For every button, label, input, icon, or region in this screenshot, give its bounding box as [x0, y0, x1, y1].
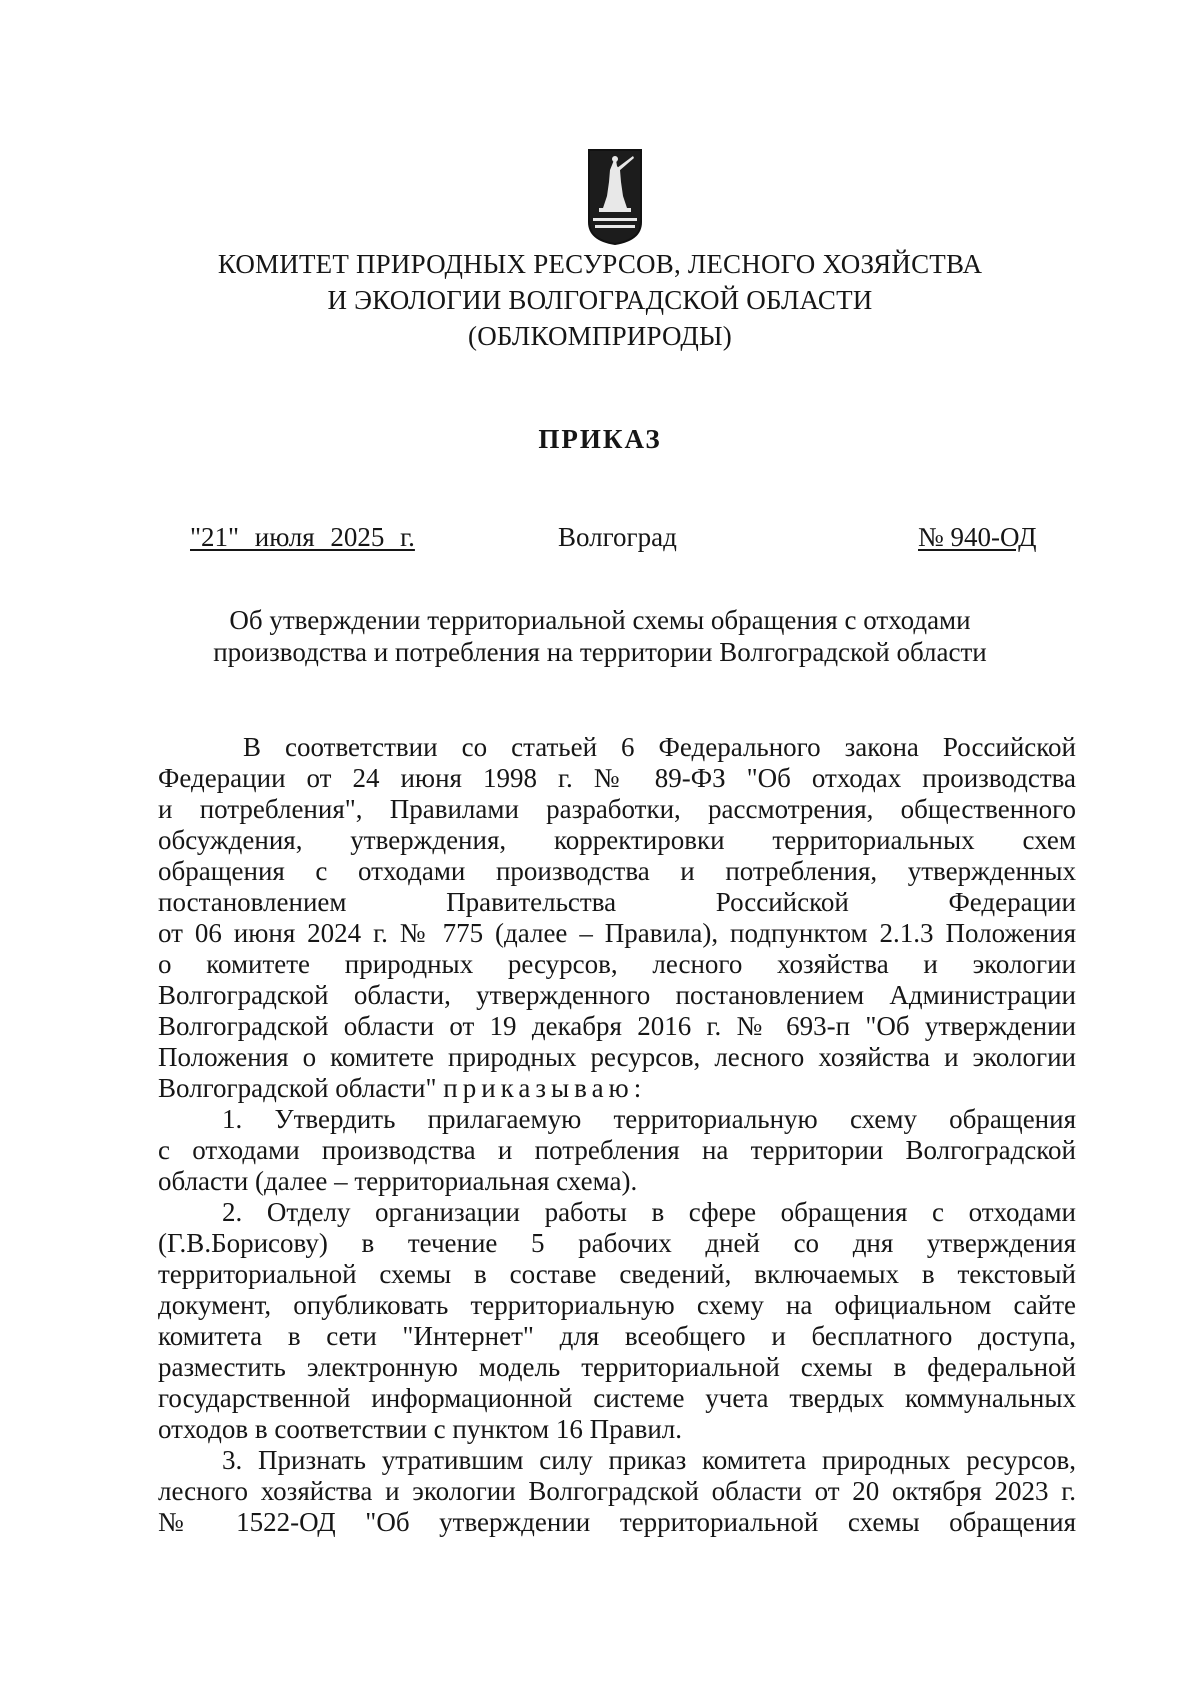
body-line: области (далее – территориальная схема). [158, 1166, 638, 1196]
body-line: территориальной схемы в составе сведений, включаемых в текстовый [158, 1259, 1076, 1289]
body-line: постановлением Правительства Российской Федерации [158, 887, 1076, 917]
body-line: Волгоградской области от 19 декабря 2016 г. № 693-п "Об утверждении [158, 1011, 1076, 1041]
organization-header [0, 246, 1200, 354]
body-line: от 06 июня 2024 г. № 775 (далее – Правила), подпунктом 2.1.3 Положения [158, 918, 1076, 948]
body-line: обсуждения, утверждения, корректировки территориальных схем [158, 825, 1076, 855]
order-directive: приказываю: [443, 1073, 647, 1103]
order-number: № 940-ОД [918, 522, 1037, 552]
order-city: Волгоград [558, 522, 677, 552]
body-line: отходов в соответствии с пунктом 16 Правил. [158, 1414, 682, 1444]
body-line: государственной информационной системе учета твердых коммунальных [158, 1383, 1076, 1413]
order-subject [0, 604, 1200, 668]
subject-line-1: Об утверждении территориальной схемы обращения с отходами [229, 605, 971, 635]
body-line [158, 1073, 1076, 1104]
volgograd-coat-of-arms-icon [587, 148, 643, 246]
body-line: лесного хозяйства и экологии Волгоградской области от 20 октября 2023 г. [158, 1476, 1076, 1506]
header-line-3: (ОБЛКОМПРИРОДЫ) [468, 321, 732, 351]
body-line: обращения с отходами производства и потребления, утвержденных [158, 856, 1076, 886]
body-line: 3. Признать утратившим силу приказ комитета природных ресурсов, [222, 1445, 1076, 1475]
body-line: о комитете природных ресурсов, лесного хозяйства и экологии [158, 949, 1076, 979]
body-line: разместить электронную модель территориальной схемы в федеральной [158, 1352, 1076, 1382]
body-line: Положения о комитете природных ресурсов, лесного хозяйства и экологии [158, 1042, 1076, 1072]
body-line: № 1522-ОД "Об утверждении территориальной схемы обращения [158, 1507, 1076, 1537]
subject-line-2: производства и потребления на территории Волгоградской области [213, 637, 987, 667]
order-date: "21" июля 2025 г. [190, 522, 415, 552]
body-line: 2. Отделу организации работы в сфере обращения с отходами [222, 1197, 1076, 1227]
header-line-2: И ЭКОЛОГИИ ВОЛГОГРАДСКОЙ ОБЛАСТИ [327, 285, 873, 315]
body-text: Волгоградской области" [158, 1073, 437, 1103]
body-line: документ, опубликовать территориальную схему на официальном сайте [158, 1290, 1076, 1320]
order-body [158, 732, 1076, 1538]
header-line-1: КОМИТЕТ ПРИРОДНЫХ РЕСУРСОВ, ЛЕСНОГО ХОЗЯЙСТВА [217, 249, 983, 279]
document-type-title: ПРИКАЗ [538, 424, 662, 454]
body-line: В соответствии со статьей 6 Федерального закона Российской [243, 732, 1076, 762]
body-line: (Г.В.Борисову) в течение 5 рабочих дней со дня утверждения [158, 1228, 1076, 1258]
body-line: с отходами производства и потребления на территории Волгоградской [158, 1135, 1076, 1165]
body-line: Волгоградской области, утвержденного постановлением Администрации [158, 980, 1076, 1010]
body-line: 1. Утвердить прилагаемую территориальную схему обращения [222, 1104, 1076, 1134]
body-line: Федерации от 24 июня 1998 г. № 89-ФЗ "Об отходах производства [158, 763, 1076, 793]
body-line: комитета в сети "Интернет" для всеобщего и бесплатного доступа, [158, 1321, 1076, 1351]
body-line: и потребления", Правилами разработки, рассмотрения, общественного [158, 794, 1076, 824]
